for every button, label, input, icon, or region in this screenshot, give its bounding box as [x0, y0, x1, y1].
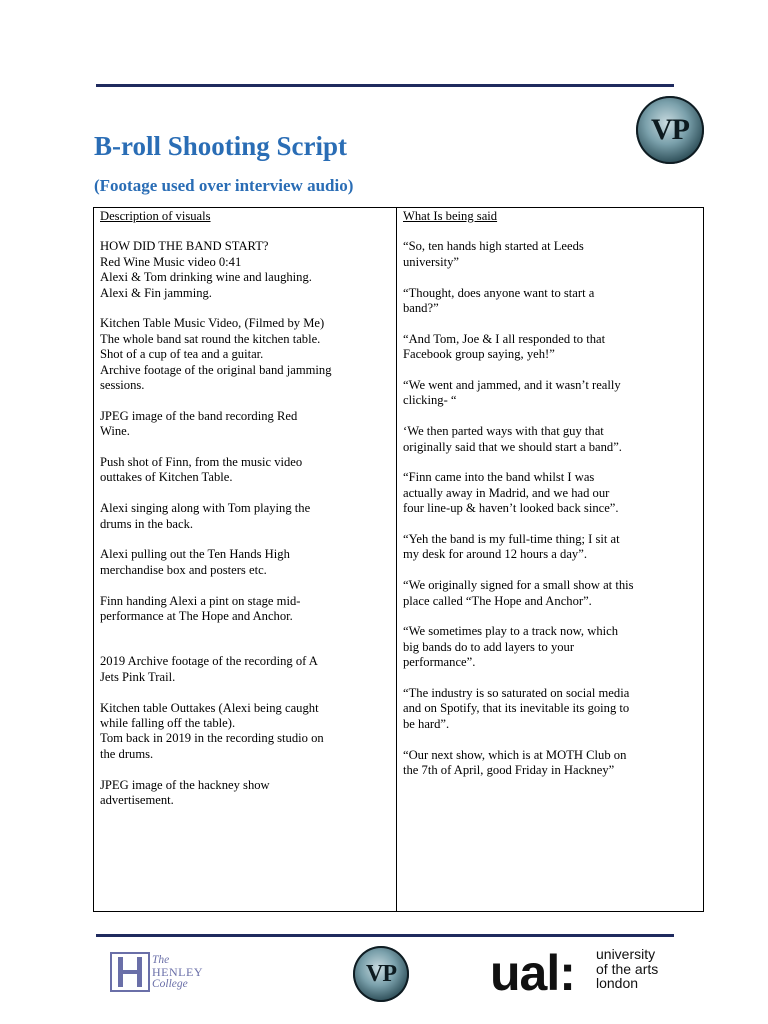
vp-footer-logo: VP: [353, 946, 409, 1002]
dialogue-column-header: What Is being said: [403, 209, 498, 223]
text-line: drums in the back.: [100, 516, 194, 531]
dialogue-quote: [403, 424, 697, 455]
henley-college-name: [152, 954, 203, 990]
text-line: be hard”.: [403, 716, 450, 731]
visual-description: [100, 239, 390, 301]
ual-line: university: [596, 946, 656, 962]
text-line: actually away in Madrid, and we had our: [403, 485, 610, 500]
visuals-list: [100, 239, 390, 808]
text-line: Jets Pink Trail.: [100, 669, 176, 684]
dialogue-column: [397, 208, 704, 912]
dialogue-list: [403, 239, 697, 778]
text-line: originally said that we should start a band”.: [403, 439, 622, 454]
dialogue-quote: [403, 578, 697, 609]
text-line: The whole band sat round the kitchen table.: [100, 331, 321, 346]
text-line: “So, ten hands high started at Leeds: [403, 239, 584, 254]
text-line: Kitchen Table Music Video, (Filmed by Me): [100, 316, 325, 331]
dialogue-quote: [403, 532, 697, 563]
text-line: the 7th of April, good Friday in Hackney”: [403, 763, 615, 778]
text-line: while falling off the table).: [100, 716, 236, 731]
text-line: Kitchen table Outtakes (Alexi being caught: [100, 700, 319, 715]
text-line: performance”.: [403, 655, 476, 670]
visuals-column: [94, 208, 397, 912]
text-line: “Our next show, which is at MOTH Club on: [403, 747, 627, 762]
dialogue-quote: [403, 286, 697, 317]
henley-line: College: [152, 978, 188, 990]
text-line: “We originally signed for a small show at this: [403, 578, 634, 593]
header-divider: [96, 84, 674, 87]
text-line: “The industry is so saturated on social media: [403, 686, 630, 701]
dialogue-quote: [403, 239, 697, 270]
text-line: JPEG image of the hackney show: [100, 777, 270, 792]
text-line: place called “The Hope and Anchor”.: [403, 593, 592, 608]
dialogue-quote: [403, 686, 697, 732]
text-line: Push shot of Finn, from the music video: [100, 455, 303, 470]
visual-description: [100, 501, 390, 532]
table-row: [94, 208, 704, 912]
henley-line: The: [152, 954, 170, 966]
visuals-column-header: Description of visuals: [100, 209, 211, 223]
text-line: band?”: [403, 301, 439, 316]
text-line: Finn handing Alexi a pint on stage mid-: [100, 593, 301, 608]
text-line: advertisement.: [100, 793, 174, 808]
dialogue-quote: [403, 378, 697, 409]
text-line: the drums.: [100, 746, 154, 761]
document-title: B-roll Shooting Script: [94, 131, 348, 161]
text-line: Shot of a cup of tea and a guitar.: [100, 347, 264, 362]
text-line: “We went and jammed, and it wasn’t really: [403, 378, 621, 393]
ual-line: of the arts: [596, 960, 659, 977]
footer-divider: [96, 934, 674, 937]
dialogue-quote: [403, 470, 697, 516]
visual-description: [100, 547, 390, 578]
text-line: “Finn came into the band whilst I was: [403, 470, 595, 485]
visual-description: [100, 654, 390, 685]
henley-line: HENLEY: [152, 965, 203, 979]
text-line: Tom back in 2019 in the recording studio on: [100, 731, 324, 746]
ual-name: [596, 947, 658, 991]
dialogue-quote: [403, 748, 697, 779]
text-line: Wine.: [100, 424, 130, 439]
text-line: Alexi & Tom drinking wine and laughing.: [100, 270, 312, 285]
text-line: HOW DID THE BAND START?: [100, 239, 269, 254]
visual-description: [100, 316, 390, 393]
shooting-script-table: [93, 207, 704, 912]
text-line: and on Spotify, that its inevitable its going to: [403, 701, 630, 716]
text-line: “Yeh the band is my full-time thing; I sit at: [403, 532, 620, 547]
text-line: clicking- “: [403, 393, 457, 408]
text-line: sessions.: [100, 378, 145, 393]
text-line: Alexi singing along with Tom playing the: [100, 501, 311, 516]
text-line: Red Wine Music video 0:41: [100, 254, 242, 269]
vp-logo: VP: [636, 96, 704, 164]
henley-crest-icon: [110, 952, 150, 992]
text-line: outtakes of Kitchen Table.: [100, 470, 233, 485]
text-line: university”: [403, 254, 459, 269]
text-line: big bands do to add layers to your: [403, 639, 575, 654]
text-line: “We sometimes play to a track now, which: [403, 624, 618, 639]
text-line: ‘We then parted ways with that guy that: [403, 424, 604, 439]
ual-line: london: [596, 975, 639, 991]
text-line: Alexi & Fin jamming.: [100, 285, 212, 300]
text-line: “Thought, does anyone want to start a: [403, 285, 595, 300]
text-line: merchandise box and posters etc.: [100, 562, 267, 577]
visual-description: [100, 701, 390, 763]
visual-description: [100, 594, 390, 625]
text-line: my desk for around 12 hours a day”.: [403, 547, 587, 562]
dialogue-quote: [403, 624, 697, 670]
visual-description: [100, 455, 390, 486]
text-line: Facebook group saying, yeh!”: [403, 347, 555, 362]
text-line: JPEG image of the band recording Red: [100, 408, 298, 423]
visual-description: [100, 409, 390, 440]
text-line: performance at The Hope and Anchor.: [100, 609, 293, 624]
visual-description: [100, 778, 390, 809]
text-line: “And Tom, Joe & I all responded to that: [403, 331, 606, 346]
dialogue-quote: [403, 332, 697, 363]
ual-wordmark: ual:: [490, 945, 575, 1001]
henley-college-logo: [110, 950, 220, 994]
document-subtitle: (Footage used over interview audio): [94, 176, 354, 195]
text-line: four line-up & haven’t looked back since”.: [403, 501, 619, 516]
text-line: 2019 Archive footage of the recording of A: [100, 654, 318, 669]
text-line: Archive footage of the original band jamming: [100, 362, 332, 377]
text-line: Alexi pulling out the Ten Hands High: [100, 547, 290, 562]
